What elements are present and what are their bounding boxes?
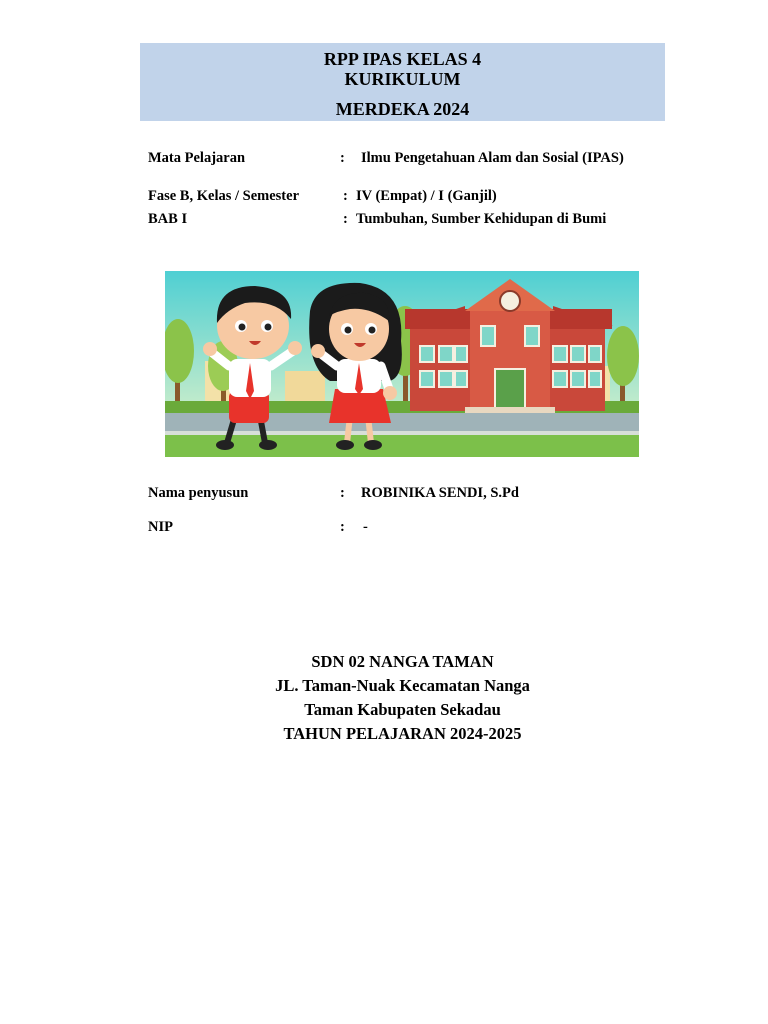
school-address-line-1: JL. Taman-Nuak Kecamatan Nanga — [275, 676, 530, 695]
nip-colon: : — [340, 519, 345, 535]
subject-colon: : — [340, 150, 345, 166]
chapter-colon: : — [343, 211, 348, 227]
school-name: SDN 02 NANGA TAMAN — [311, 652, 494, 671]
chapter-label: BAB I — [148, 211, 188, 227]
school-illustration-svg — [165, 271, 639, 457]
title-line-3: MERDEKA 2024 — [335, 99, 470, 119]
author-label: Nama penyusun — [148, 485, 249, 501]
subject-value: Ilmu Pengetahuan Alam dan Sosial (IPAS) — [361, 150, 624, 166]
chapter-value: Tumbuhan, Sumber Kehidupan di Bumi — [356, 211, 607, 227]
title-line-1: RPP IPAS KELAS 4 — [323, 49, 482, 69]
nip-label: NIP — [148, 519, 173, 535]
document-title — [140, 43, 665, 121]
school-illustration — [165, 271, 639, 457]
school-footer — [140, 650, 665, 746]
nip-value: - — [363, 519, 368, 535]
phase-colon: : — [343, 188, 348, 204]
title-line-2: KURIKULUM — [344, 69, 461, 89]
author-value: ROBINIKA SENDI, S.Pd — [361, 485, 519, 501]
phase-label: Fase B, Kelas / Semester — [148, 188, 300, 204]
academic-year: TAHUN PELAJARAN 2024-2025 — [283, 724, 522, 743]
author-colon: : — [340, 485, 345, 501]
subject-label: Mata Pelajaran — [148, 150, 246, 166]
school-address-line-2: Taman Kabupaten Sekadau — [304, 700, 501, 719]
phase-value: IV (Empat) / I (Ganjil) — [356, 188, 497, 204]
